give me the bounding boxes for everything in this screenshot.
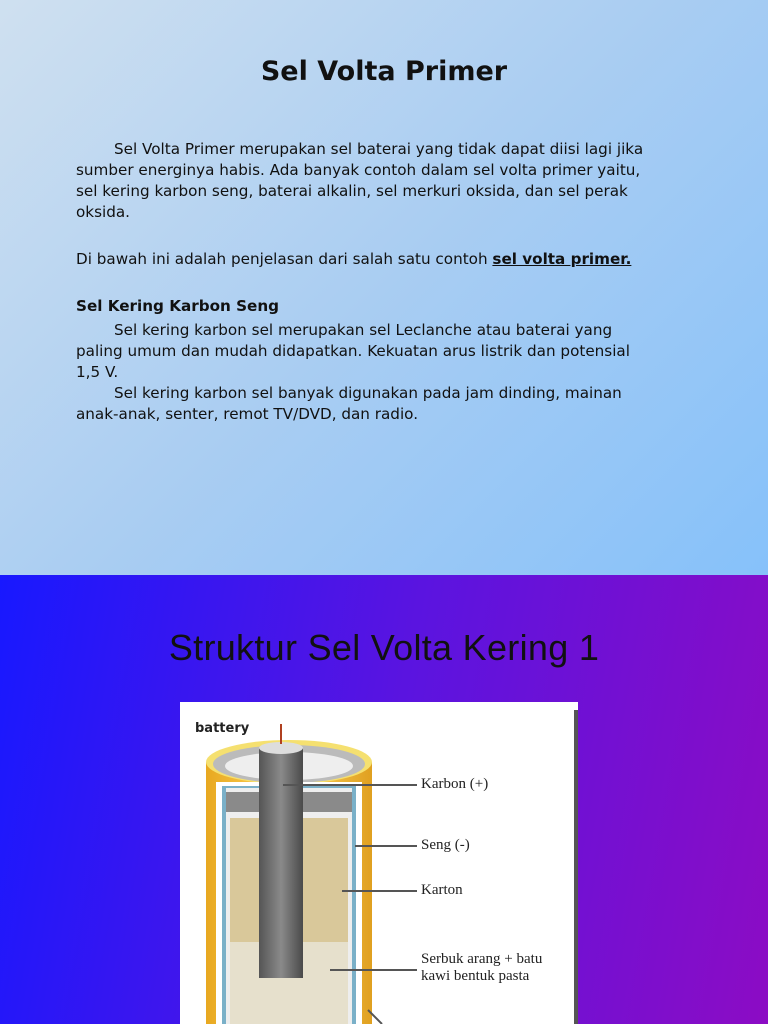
- text-line: Sel kering karbon sel merupakan sel Leclanche atau baterai yang: [114, 321, 613, 339]
- label-karbon: Karbon (+): [421, 776, 489, 792]
- paragraph-example: [76, 249, 631, 270]
- text-line: oksida.: [76, 203, 130, 221]
- paragraph-description: [76, 320, 630, 425]
- label-serbuk-arang: Serbuk arang + batu: [421, 951, 543, 967]
- sel-volta-primer-link[interactable]: sel volta primer.: [492, 250, 632, 268]
- text-line: 1,5 V.: [76, 363, 119, 381]
- label-karton: Karton: [421, 882, 463, 898]
- text-line: Sel Volta Primer merupakan sel baterai yang tidak dapat diisi lagi jika: [114, 140, 644, 158]
- slide-title: Sel Volta Primer: [260, 56, 508, 87]
- text-line: paling umum dan mudah didapatkan. Kekuatan arus listrik dan potensial: [76, 342, 630, 360]
- text-line: Di bawah ini adalah penjelasan dari salah satu contoh: [76, 250, 493, 268]
- text-line: sumber energinya habis. Ada banyak contoh dalam sel volta primer yaitu,: [76, 161, 641, 179]
- slide-title: Struktur Sel Volta Kering 1: [168, 627, 600, 668]
- text-line: sel kering karbon seng, baterai alkalin, sel merkuri oksida, dan sel perak: [76, 182, 628, 200]
- subheading: Sel Kering Karbon Seng: [76, 297, 280, 315]
- battery-diagram: [180, 702, 578, 1024]
- text-line: Sel kering karbon sel banyak digunakan pada jam dinding, mainan: [114, 384, 622, 402]
- slide-2: [0, 575, 768, 1024]
- text-line: anak-anak, senter, remot TV/DVD, dan radio.: [76, 405, 419, 423]
- paragraph-intro: [76, 139, 643, 223]
- label-pasta: kawi bentuk pasta: [421, 968, 530, 984]
- battery-label: battery: [195, 721, 250, 736]
- label-seng: Seng (-): [421, 837, 470, 853]
